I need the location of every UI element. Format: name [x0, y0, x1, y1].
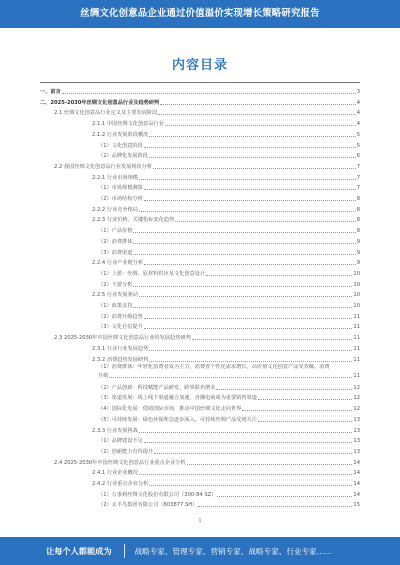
toc-entry[interactable]: [40, 247, 360, 256]
toc-leader-dots: [206, 275, 352, 276]
toc-entry-text: 2.4.2 行业重点企业分析: [92, 481, 149, 487]
toc-leader-dots: [144, 264, 356, 265]
toc-entry-text: 2.2.2 行业竞争格局: [92, 206, 138, 213]
toc-leader-dots: [144, 189, 356, 190]
toc-page-number: 4: [356, 110, 360, 117]
toc-page-number: 10: [353, 270, 360, 277]
toc-page-number: 10: [353, 281, 360, 288]
toc-entry-text: （2）产品创新：科技赋能产品研发，跨界联名增多: [98, 384, 216, 391]
page-number: 1: [198, 518, 202, 524]
toc-entry[interactable]: [40, 214, 360, 223]
toc-leader-dots: [144, 147, 356, 148]
toc-leader-dots: [149, 136, 355, 137]
toc-leader-dots: [149, 350, 352, 351]
toc-entry-text: （2）市场结构分析: [98, 196, 143, 202]
toc-page-number: 13: [353, 448, 360, 455]
toc-entry-text: （2）创新能力有待提升: [98, 448, 154, 455]
toc-entry[interactable]: [40, 129, 360, 138]
toc-heading: 内容目录: [171, 58, 228, 73]
toc-entry-text: （4）国际化发展：借助国际市场，推动中国丝绸文化走向世界: [98, 406, 242, 413]
toc-leader-dots: [165, 125, 356, 126]
toc-entry-text: （2）消费升级趋势: [98, 313, 143, 320]
toc-leader-dots: [139, 296, 352, 297]
toc-entry-text: （1）消费群体：年轻化消费者成为主力，消费者个性化需求增长，高价值文化创意产品受青睐，消费: [98, 364, 330, 371]
toc-leader-dots: [192, 339, 353, 340]
toc-entry-text: 2.2.3 行业价格、关键指标变化趋势: [92, 217, 175, 224]
toc-entry[interactable]: [40, 204, 360, 213]
toc-page-number: 10: [353, 303, 360, 309]
toc-entry-text: 2.2.5 行业发展驱动: [92, 292, 138, 299]
toc-entry[interactable]: [40, 343, 360, 352]
toc-entry-text: （2）消费群体: [98, 238, 133, 245]
toc-entry-text: 2.2.1 行业市场规模: [92, 174, 138, 181]
report-header-bar: [0, 0, 400, 28]
toc-entry[interactable]: [40, 268, 360, 277]
toc-entry[interactable]: [40, 364, 360, 380]
toc-entry-text: 2.2.4 行业产业链分析: [92, 260, 144, 267]
toc-leader-dots: [139, 211, 356, 212]
footer-slogan: 让每个人都能成为: [46, 545, 112, 556]
toc-entry[interactable]: [40, 161, 360, 170]
toc-entry-text: 2.3.1 行业行业发展趋势: [92, 345, 149, 352]
toc-entry-text: 2.2 我国丝绸文化创意品行业发展现状分析: [54, 163, 153, 170]
toc-entry-text: 2.4 2025-2030年中国丝绸文化创意品行业重点企业分析: [54, 459, 186, 466]
toc-entry[interactable]: [40, 425, 360, 434]
toc-entry[interactable]: [40, 279, 360, 288]
toc-entry[interactable]: [40, 382, 360, 391]
toc-entry[interactable]: [40, 467, 360, 476]
toc-entry-text: （1）市场规模测算: [98, 185, 143, 192]
toc-leader-dots: [62, 93, 356, 94]
toc-leader-dots: [144, 200, 356, 201]
footer-bar: [0, 537, 400, 565]
toc-entry[interactable]: [40, 332, 360, 341]
toc-entry[interactable]: [40, 257, 360, 266]
toc-page-number: 8: [356, 228, 360, 235]
toc-page-number: 4: [356, 121, 360, 128]
toc-entry-text: 2.1.1 中国丝绸文化创意品行业: [92, 121, 164, 128]
toc-leader-dots: [149, 485, 352, 486]
toc-leader-dots: [242, 410, 352, 411]
toc-page-number: 6: [356, 153, 360, 160]
toc-entry[interactable]: [40, 446, 360, 455]
toc-leader-dots: [149, 157, 356, 158]
toc-leader-dots: [109, 377, 352, 378]
toc-entry[interactable]: [40, 182, 360, 191]
toc-leader-dots: [133, 243, 355, 244]
table-of-contents: [40, 86, 360, 518]
toc-leader-dots: [144, 328, 353, 329]
footer-tagline: 战略专家、管理专家、营销专家、战略专家、行业专家……: [134, 546, 332, 556]
toc-entry[interactable]: [40, 150, 360, 159]
report-title: 丝绸文化创意品企业通过价值溢价实现增长策略研究报告: [80, 8, 320, 19]
toc-entry[interactable]: [40, 414, 360, 423]
toc-entry-text: 2.3 2025-2030年中国丝绸文化创意品行业的发展趋势研判: [54, 335, 191, 342]
toc-entry-text: （5）可持续发展：绿色环保理念逐步深入，可持续丝绸产品受到关注: [98, 416, 257, 423]
toc-page-number: 5: [356, 142, 360, 149]
toc-page-number: 15: [353, 502, 360, 509]
toc-leader-dots: [139, 179, 356, 180]
toc-entry[interactable]: [40, 321, 360, 330]
toc-leader-dots: [198, 506, 352, 507]
toc-entry[interactable]: [40, 225, 360, 234]
toc-leader-dots: [154, 453, 352, 454]
toc-entry-text: 二、2025-2030年丝绸文化创意品行业及趋势研判: [40, 99, 160, 106]
toc-entry-text: （2）太平鸟集团有限公司（603877.SH）: [98, 502, 198, 509]
toc-entry[interactable]: [40, 457, 360, 466]
toc-leader-dots: [158, 114, 355, 115]
toc-entry-text: 2.1 丝绸文化创意品行业定义及主要发展阶段: [54, 110, 158, 117]
toc-entry-text-continued: 升级: [98, 373, 109, 380]
toc-page-number: 12: [353, 395, 360, 402]
toc-leader-dots: [139, 474, 352, 475]
toc-entry-text: （1）文化创意阶段: [98, 142, 143, 149]
toc-page-number: 7: [356, 174, 360, 181]
toc-leader-dots: [217, 496, 352, 497]
toc-page-number: 9: [356, 249, 360, 256]
toc-leader-dots: [133, 232, 355, 233]
toc-entry[interactable]: [40, 354, 360, 363]
toc-page-number: 11: [353, 345, 360, 352]
toc-page-number: 13: [353, 416, 360, 423]
toc-entry-text: （2）品牌化发展阶段: [98, 153, 148, 160]
toc-page-number: 11: [353, 324, 360, 331]
toc-page-number: 7: [356, 185, 360, 192]
toc-entry[interactable]: [40, 236, 360, 245]
toc-entry[interactable]: [40, 403, 360, 412]
toc-entry-text: （1）万事利丝绸文化股份有限公司（300-84 SZ）: [98, 491, 217, 498]
toc-leader-dots: [139, 432, 352, 433]
toc-entry-text: （3）消费渠道: [98, 249, 133, 256]
toc-page-number: 13: [353, 427, 360, 434]
toc-page-number: 14: [353, 481, 360, 487]
toc-page-number: 3: [356, 89, 360, 95]
toc-leader-dots: [216, 389, 352, 390]
toc-entry[interactable]: [40, 118, 360, 127]
toc-entry[interactable]: [40, 193, 360, 202]
footer-divider: [124, 544, 125, 558]
toc-page-number: 8: [356, 206, 360, 213]
toc-leader-dots: [258, 421, 352, 422]
toc-leader-dots: [149, 361, 352, 362]
toc-page-number: 11: [353, 356, 360, 363]
toc-divider: [40, 82, 360, 83]
toc-leader-dots: [187, 464, 353, 465]
toc-leader-dots: [144, 318, 353, 319]
toc-page-number: 12: [353, 384, 360, 391]
toc-entry-text: 2.3.3 行业发展挑战: [92, 427, 138, 434]
toc-leader-dots: [175, 221, 355, 222]
toc-entry[interactable]: [40, 392, 360, 401]
toc-entry-text: （1）品牌建设不足: [98, 438, 143, 445]
toc-page-number: 11: [353, 373, 360, 380]
toc-entry[interactable]: [40, 499, 360, 508]
toc-entry[interactable]: [40, 478, 360, 487]
toc-entry-text: （1）上游：丝绸、原材料供应及文化创意设计: [98, 270, 206, 277]
toc-leader-dots: [153, 168, 356, 169]
toc-entry-text: 2.3.2 消费趋势发展研判: [92, 356, 149, 363]
toc-page-number: 10: [353, 292, 360, 299]
toc-entry[interactable]: [40, 97, 360, 106]
toc-page-number: 11: [353, 335, 360, 342]
toc-entry-text: （1）产品价格: [98, 228, 133, 235]
toc-page-number: 8: [356, 217, 360, 224]
toc-page-number: 9: [356, 238, 360, 245]
toc-entry[interactable]: [40, 489, 360, 498]
toc-entry[interactable]: [40, 107, 360, 116]
toc-page-number: 14: [353, 470, 360, 477]
toc-page-number: 13: [353, 438, 360, 445]
toc-page-number: 14: [353, 491, 360, 498]
toc-leader-dots: [133, 286, 352, 287]
toc-leader-dots: [144, 442, 353, 443]
toc-entry[interactable]: [40, 140, 360, 149]
toc-entry-text: （1）政策支持: [98, 303, 133, 309]
toc-page-number: 8: [356, 196, 360, 202]
toc-entry[interactable]: [40, 300, 360, 309]
toc-entry-text: 一、前言: [40, 89, 61, 95]
toc-entry[interactable]: [40, 289, 360, 298]
toc-leader-dots: [133, 254, 355, 255]
toc-entry-text: （2）下游分析: [98, 281, 133, 288]
toc-leader-dots: [258, 399, 352, 400]
toc-page-number: 7: [356, 163, 360, 170]
toc-entry-text: （3）文化自信提升: [98, 324, 143, 331]
toc-page-number: 9: [356, 260, 360, 267]
toc-entry-text: （3）渠道发展：线上线下渠道融合加速，直播电商成为重要销售渠道: [98, 395, 257, 402]
toc-entry-text: 2.1.2 行业发展阶段概况: [92, 131, 149, 138]
toc-entry[interactable]: [40, 86, 360, 95]
toc-entry[interactable]: [40, 311, 360, 320]
toc-leader-dots: [160, 104, 355, 105]
toc-entry-text: 2.4.1 行业企业概况: [92, 470, 138, 477]
toc-leader-dots: [133, 307, 352, 308]
toc-page-number: 5: [356, 131, 360, 138]
toc-entry[interactable]: [40, 172, 360, 181]
toc-page-number: 12: [353, 406, 360, 413]
toc-page-number: 11: [353, 313, 360, 320]
toc-entry[interactable]: [40, 435, 360, 444]
toc-page-number: 14: [353, 459, 360, 466]
toc-page-number: 4: [356, 99, 360, 106]
